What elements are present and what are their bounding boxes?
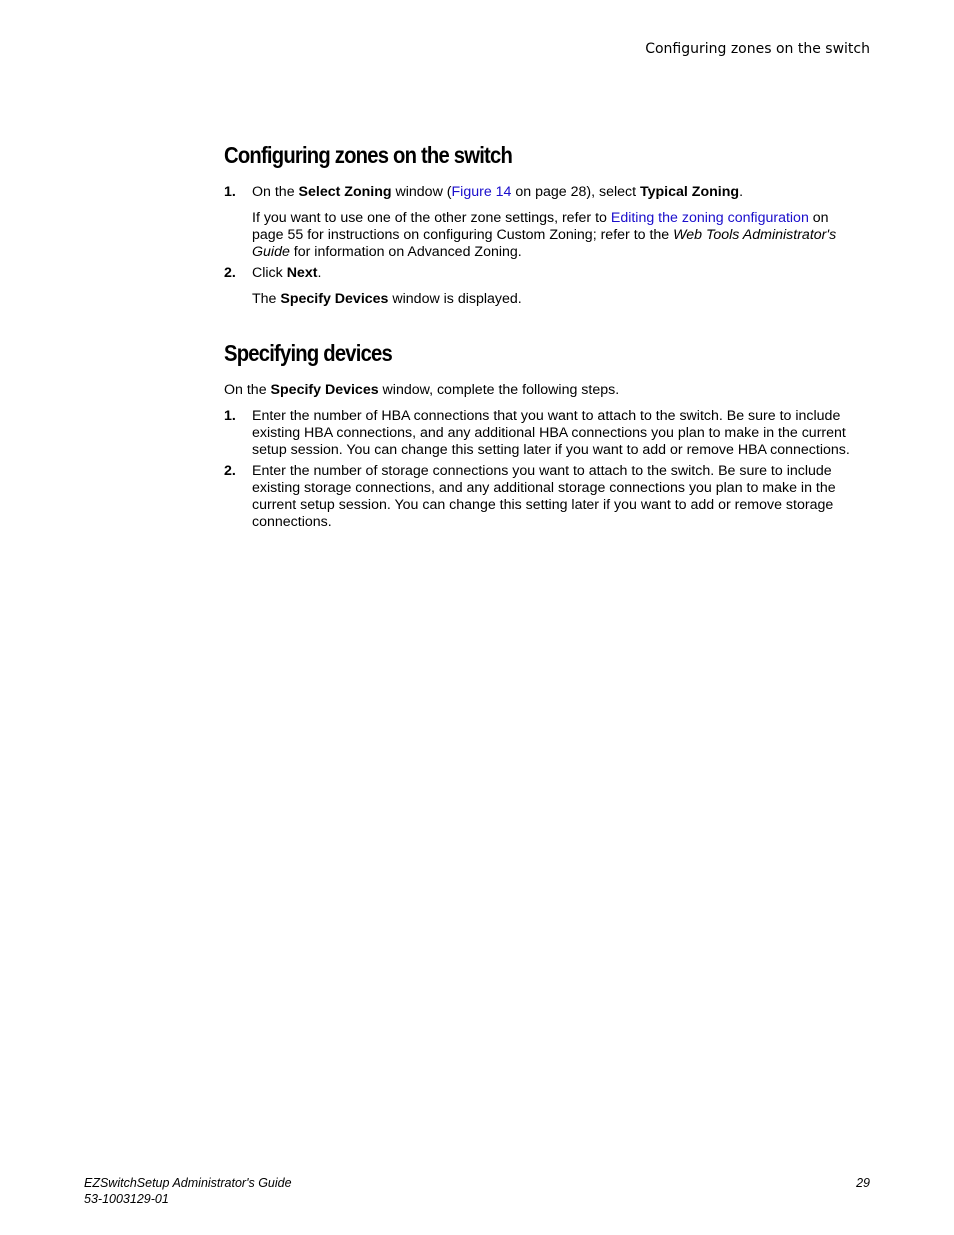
ui-term-typical-zoning: Typical Zoning: [640, 184, 740, 200]
page-footer: [84, 1175, 292, 1207]
ui-term-specify-devices: Specify Devices: [280, 291, 389, 307]
step-click-next: [224, 265, 864, 282]
step-number: 2.: [224, 265, 236, 281]
step-text: Enter the number of HBA connections that you want to attach to the switch. Be sure to include existing HBA connections, and any additional HBA connections you plan to make in the current setup session. You can change this setting later if you want to add or remove HBA connections.: [252, 408, 850, 458]
step-text: Click Next.: [252, 265, 322, 281]
step-text: Enter the number of storage connections you want to attach to the switch. Be sure to include existing storage connections, and any additional storage connections you plan to make in the current setup session. You can change this setting later if you want to add or remove storage connections.: [252, 463, 836, 530]
step-text: On the Select Zoning window (Figure 14 on page 28), select Typical Zoning.: [252, 184, 744, 200]
link-editing-zoning-configuration[interactable]: Editing the zoning configuration: [610, 210, 809, 226]
ui-term-specify-devices: Specify Devices: [270, 382, 379, 398]
footer-doc-number: 53-1003129-01: [84, 1192, 169, 1206]
step-number: 2.: [224, 463, 236, 479]
running-header: Configuring zones on the switch: [645, 41, 870, 57]
page-number: 29: [856, 1176, 870, 1190]
ui-term-next: Next: [286, 265, 318, 281]
section-heading-configuring-zones: Configuring zones on the switch: [224, 142, 513, 168]
ui-term-select-zoning: Select Zoning: [298, 184, 392, 200]
step-select-zoning: [224, 184, 864, 201]
section-intro: On the Specify Devices window, complete the following steps.: [224, 382, 620, 398]
footer-doc-title: EZSwitchSetup Administrator's Guide: [84, 1176, 292, 1190]
step-hba-connections: [224, 408, 864, 459]
step-number: 1.: [224, 408, 236, 424]
result-note: The Specify Devices window is displayed.: [252, 291, 522, 307]
link-figure-14[interactable]: Figure 14: [451, 184, 512, 200]
guide-title: Web Tools Administrator's Guide: [252, 227, 837, 260]
section-heading-specifying-devices: Specifying devices: [224, 340, 392, 366]
zoning-note: If you want to use one of the other zone settings, refer to Editing the zoning configuration on page 55 for instructions on configuring Custom Zoning; refer to the Web Tools Administrator's Guide for information on Advanced Zoning.: [252, 210, 837, 260]
step-number: 1.: [224, 184, 236, 200]
step-storage-connections: [224, 463, 864, 531]
